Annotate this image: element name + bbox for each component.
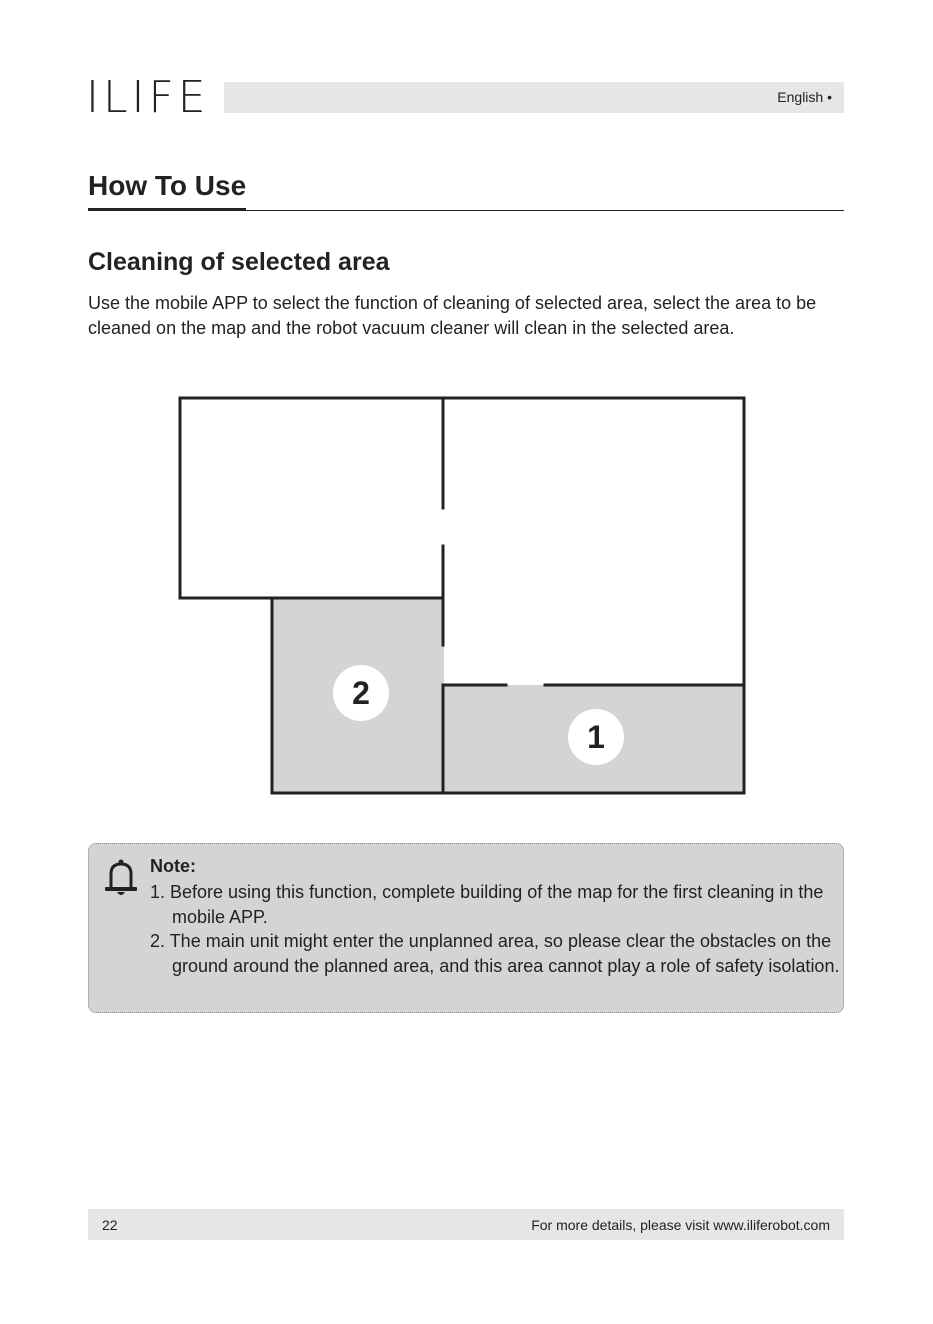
section-title: How To Use [88,170,246,211]
footer-link-text: For more details, please visit www.iliferobot.com [531,1217,830,1233]
subtitle: Cleaning of selected area [88,248,390,276]
area-label-2: 2 [333,665,389,721]
bell-icon [103,858,139,898]
page-number: 22 [102,1217,118,1233]
note-list [150,880,840,979]
description: Use the mobile APP to select the function of cleaning of selected area, select the area to be cleaned on the map and the robot vacuum cleaner will clean in the selected area. [88,293,817,338]
note-item: 2. The main unit might enter the unplanned area, so please clear the obstacles on the ground around the planned area, and this area cannot play a role of safety isolation. [150,931,840,977]
area-label-1: 1 [568,709,624,765]
note-item: 1. Before using this function, complete building of the map for the first cleaning in the mobile APP. [150,882,824,927]
logo: ILIFE [86,72,210,123]
footer-bar [88,1209,844,1240]
language-label: English • [777,89,832,105]
note-box [88,843,844,1013]
note-title: Note: [150,856,196,876]
